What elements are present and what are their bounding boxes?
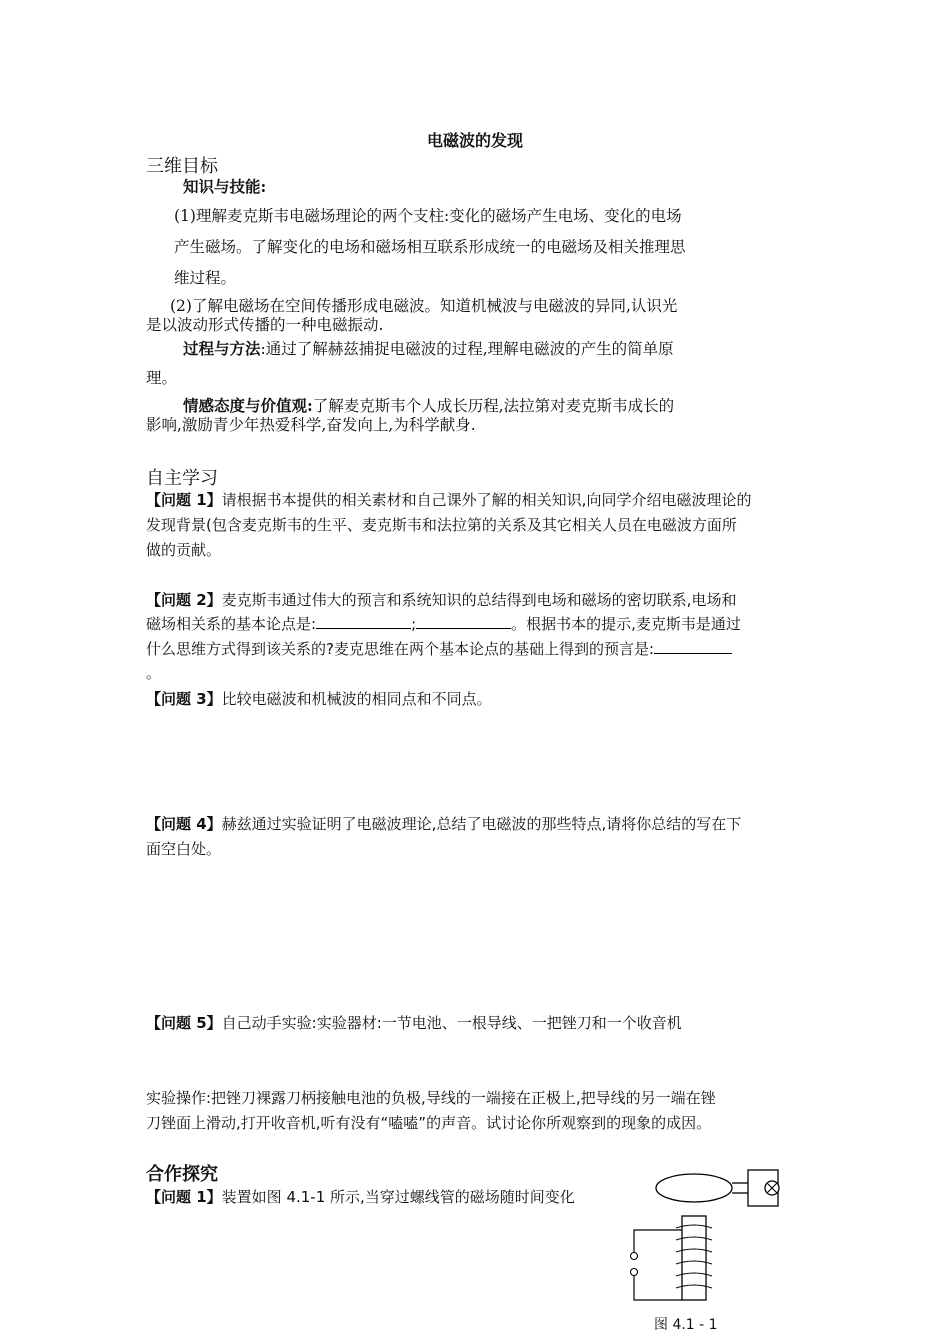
process-text: :通过了解赫兹捕捉电磁波的过程,理解电磁波的产生的简单原 — [260, 340, 674, 358]
emotion-text-cont: 影响,激励青少年热爱科学,奋发向上,为科学献身. — [146, 416, 476, 434]
knowledge-item-2-line-2: 是以波动形式传播的一种电磁振动. — [146, 316, 384, 334]
answer-blank-2[interactable] — [416, 614, 511, 629]
q4-label: 【问题 4】 — [146, 815, 222, 833]
q2-text: 麦克斯韦通过伟大的预言和系统知识的总结得到电场和磁场的密切联系,电场和 — [221, 591, 737, 609]
knowledge-item-1-line-2: 产生磁场。了解变化的电场和磁场相互联系形成统一的电磁场及相关推理思 — [174, 238, 686, 256]
knowledge-item-1-line-1: (1)理解麦克斯韦电磁场理论的两个支柱:变化的磁场产生电场、变化的电场 — [174, 207, 682, 225]
process-label: 过程与方法 — [183, 339, 261, 358]
process-text-cont: 理。 — [146, 369, 178, 387]
self-study-heading: 自主学习 — [146, 468, 218, 489]
emotion-label: 情感态度与价值观: — [183, 396, 313, 415]
knowledge-item-2-line-1: (2)了解电磁场在空间传播形成电磁波。知道机械波与电磁波的异同,认识光 — [170, 297, 678, 315]
answer-blank-3[interactable] — [654, 639, 732, 654]
q2-text-line-4: 。 — [146, 664, 162, 682]
knowledge-item-1-line-3: 维过程。 — [174, 269, 237, 287]
operation-line-2: 刀锉面上滑动,打开收音机,听有没有“嗑嗑”的声音。试讨论你所观察到的现象的成因。 — [146, 1114, 712, 1132]
page-title: 电磁波的发现 — [426, 131, 523, 150]
cooperate-heading: 合作探究 — [146, 1164, 218, 1185]
q3-label: 【问题 3】 — [146, 690, 222, 708]
q1-text: 请根据书本提供的相关素材和自己课外了解的相关知识,向同学介绍电磁波理论的 — [221, 491, 752, 509]
q2-text-line-2b: 。根据书本的提示,麦克斯韦是通过 — [511, 615, 741, 633]
q1-text-line-2: 发现背景(包含麦克斯韦的生平、麦克斯韦和法拉第的关系及其它相关人员在电磁波方面所 — [146, 516, 737, 534]
q1-label: 【问题 1】 — [146, 491, 222, 509]
q4-text: 赫兹通过实验证明了电磁波理论,总结了电磁波的那些特点,请将你总结的写在下 — [221, 815, 742, 833]
figure-caption: 图 4.1 - 1 — [654, 1317, 718, 1333]
solenoid — [682, 1216, 706, 1300]
q4-text-line-2: 面空白处。 — [146, 840, 222, 858]
q2-text-line-3: 什么思维方式得到该关系的?麦克思维在两个基本论点的基础上得到的预言是: — [146, 640, 655, 658]
operation-line-1: 实验操作:把锉刀裸露刀柄接触电池的负极,导线的一端接在正极上,把导线的另一端在锉 — [146, 1089, 716, 1107]
emotion-text: 了解麦克斯韦个人成长历程,法拉第对麦克斯韦成长的 — [312, 397, 675, 415]
q2-text-line-2: 磁场相关系的基本论点是: — [146, 615, 317, 633]
terminal-top — [631, 1253, 638, 1260]
separator: ; — [411, 615, 417, 633]
q5-text: 自己动手实验:实验器材:一节电池、一根导线、一把锉刀和一个收音机 — [221, 1014, 682, 1032]
q3-text: 比较电磁波和机械波的相同点和不同点。 — [221, 690, 492, 708]
q1-text-line-3: 做的贡献。 — [146, 541, 222, 559]
knowledge-label: 知识与技能: — [183, 177, 267, 196]
coop-q1-text: 装置如图 4.1-1 所示,当穿过螺线管的磁场随时间变化 — [221, 1188, 575, 1206]
figure-solenoid-diagram — [620, 1160, 800, 1310]
terminal-bottom — [631, 1269, 638, 1276]
coop-q1-label: 【问题 1】 — [146, 1188, 222, 1206]
q2-label: 【问题 2】 — [146, 591, 222, 609]
answer-blank-1[interactable] — [316, 614, 411, 629]
q5-label: 【问题 5】 — [146, 1014, 222, 1032]
goals-heading: 三维目标 — [146, 156, 218, 177]
